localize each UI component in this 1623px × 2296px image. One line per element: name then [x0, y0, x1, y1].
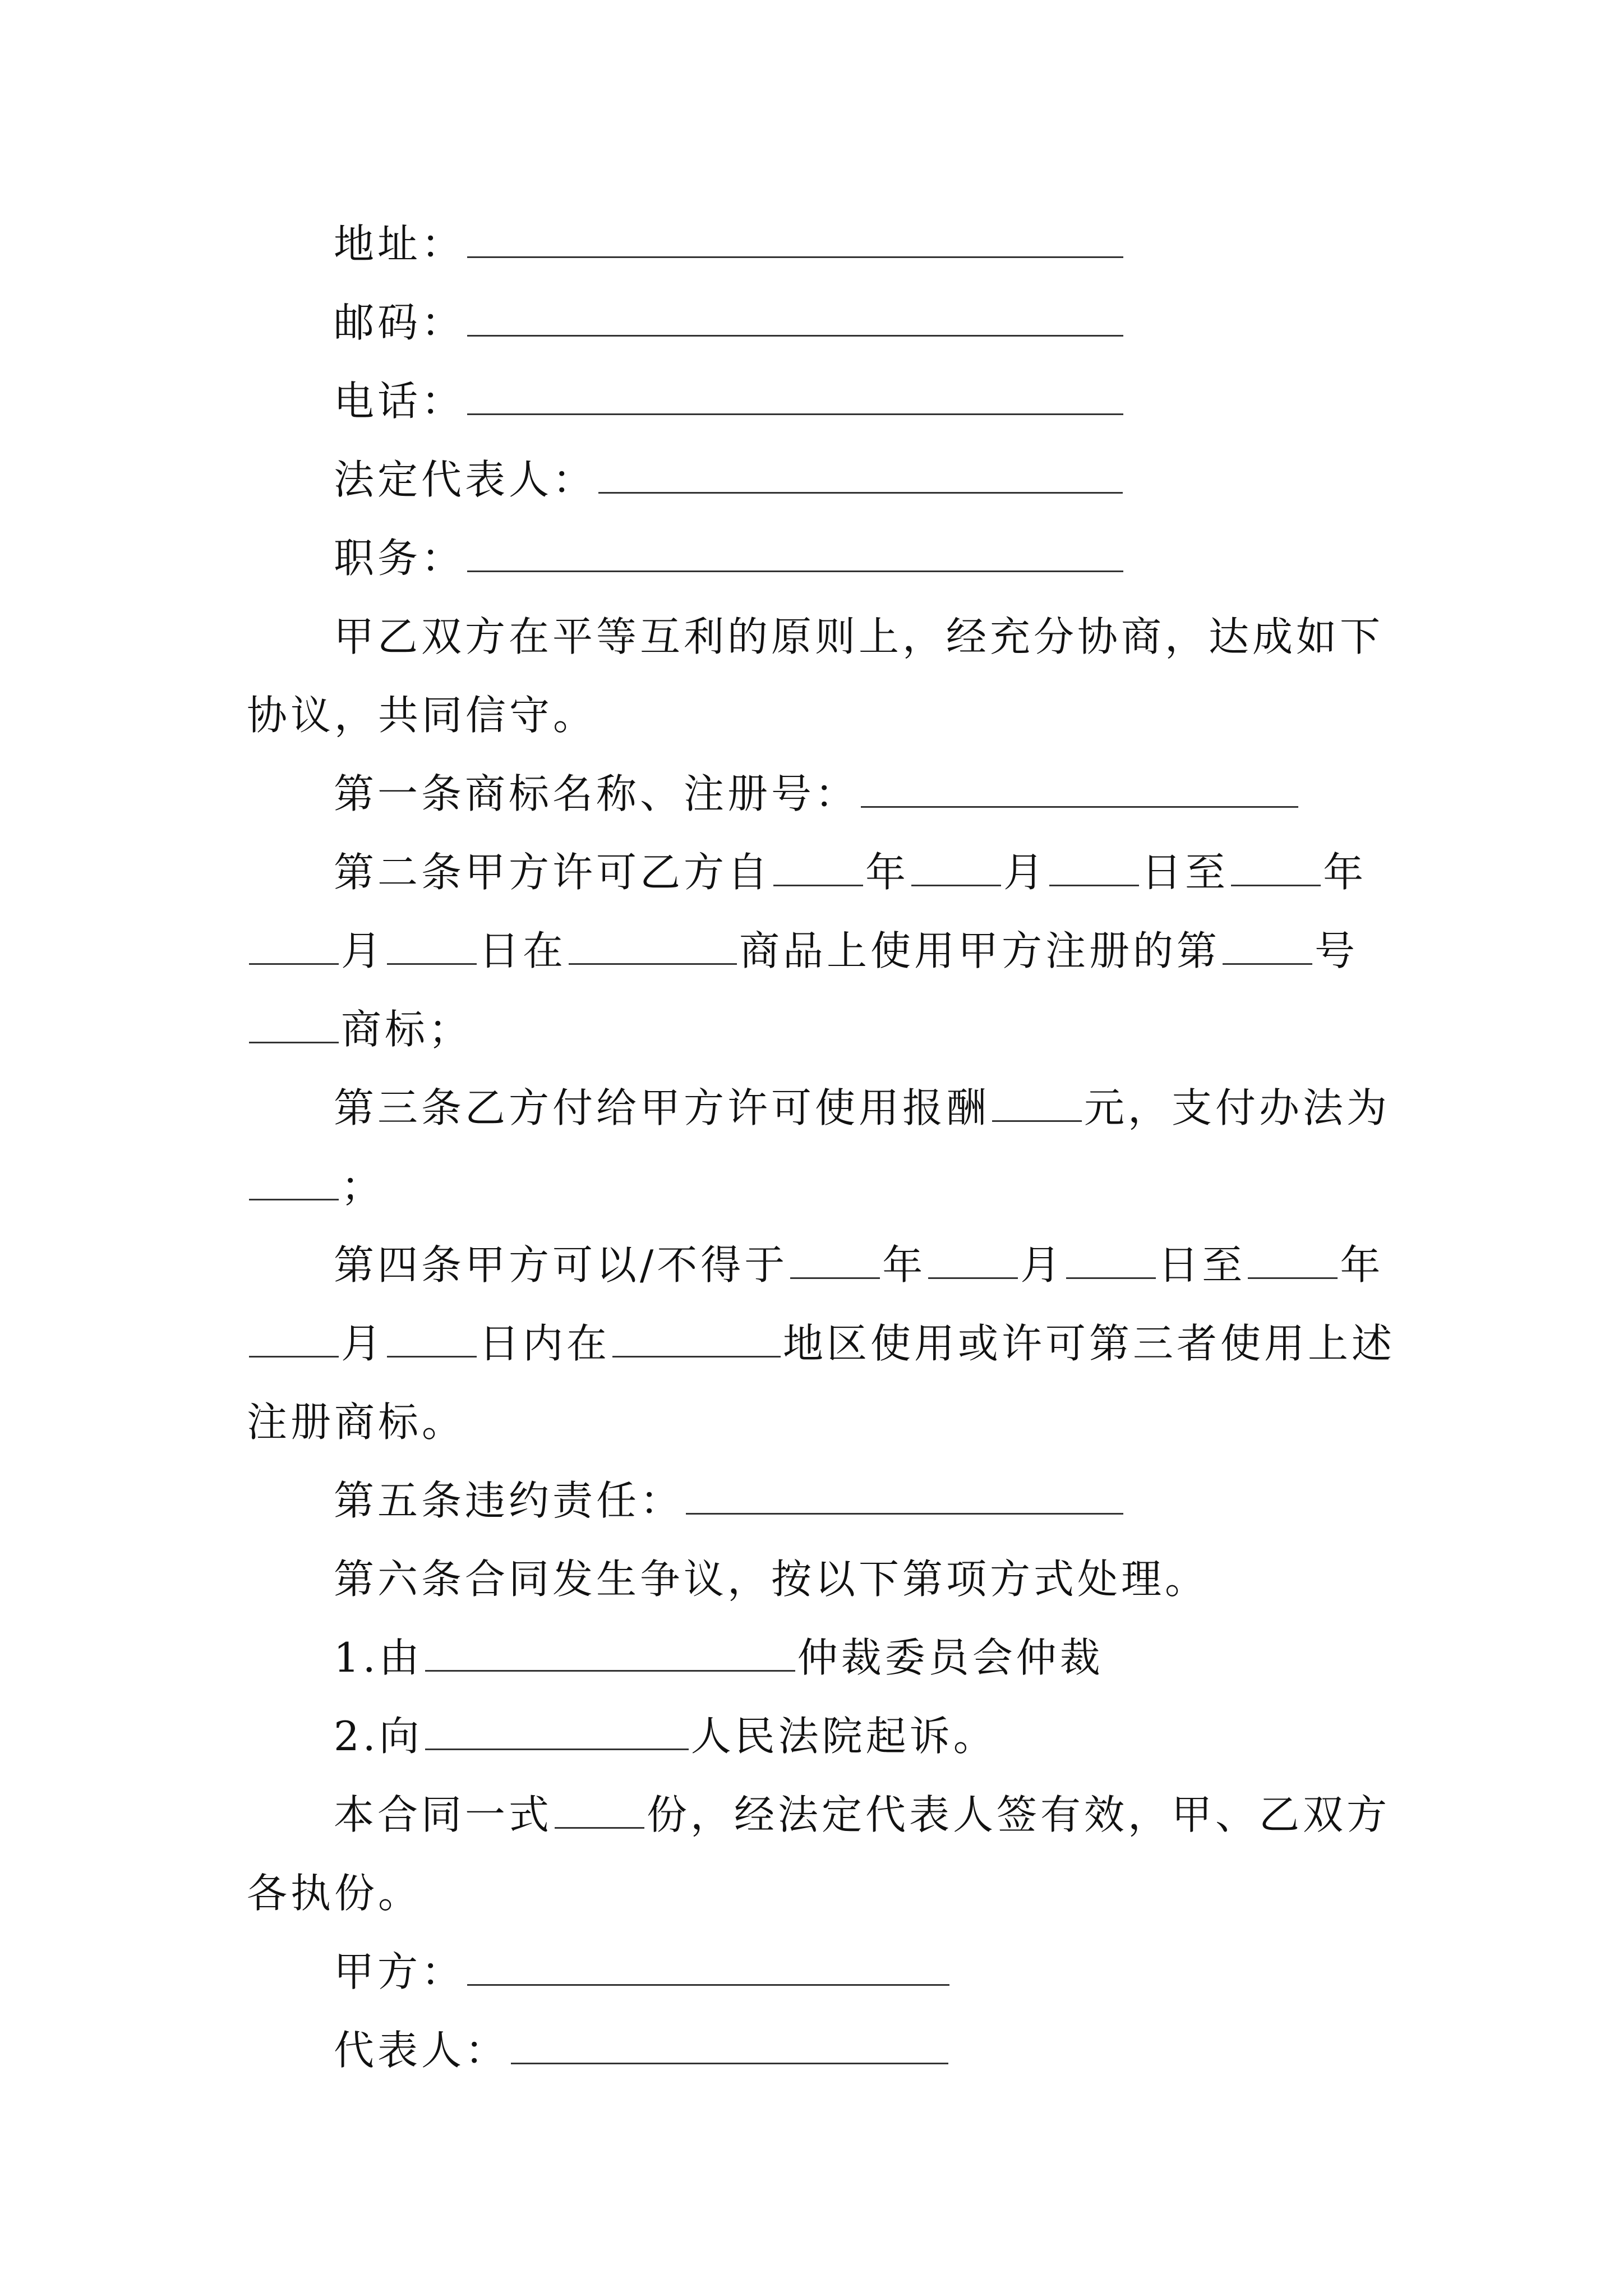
article-2-line-2 — [247, 920, 1358, 982]
party-a-blank[interactable] — [467, 1949, 949, 1986]
copies-text-a: 本合同一式 — [334, 1791, 553, 1838]
article-6-text: 第六条合同发生争议，按以下第项方式处理。 — [334, 1556, 1209, 1603]
day-to-label: 日至 — [1141, 849, 1229, 896]
legal-rep-label: 法定代表人： — [334, 456, 597, 503]
copies-count-blank[interactable] — [555, 1792, 644, 1829]
article-4-text-i: 注册商标。 — [247, 1398, 466, 1446]
start-day-blank[interactable] — [1049, 850, 1139, 886]
article-3-text-a: 第三条乙方付给甲方许可使用报酬 — [334, 1084, 990, 1131]
party-a-line — [334, 1941, 952, 2003]
option-1-text-a: 1.由 — [334, 1634, 423, 1681]
option-1-text-b: 仲裁委员会仲裁 — [797, 1634, 1104, 1681]
article-3-line-1 — [334, 1077, 1390, 1139]
preamble-line-2 — [247, 684, 597, 746]
preamble-text-2: 协议，共同信守。 — [247, 692, 597, 739]
article-5-line — [334, 1470, 1126, 1531]
article-3-line-2 — [247, 1156, 385, 1217]
article-2-text-h: 商品上使用甲方注册的第 — [739, 927, 1221, 974]
goods-blank[interactable] — [569, 928, 737, 965]
article-1-line — [334, 763, 1301, 825]
article-3-text-b: 元，支付办法为 — [1084, 1084, 1391, 1131]
phone-blank[interactable] — [467, 379, 1123, 415]
year-label: 年 — [1340, 1241, 1384, 1289]
end-month-blank[interactable] — [249, 928, 339, 965]
a4-end-day-blank[interactable] — [387, 1321, 477, 1358]
liability-blank[interactable] — [686, 1478, 1123, 1515]
article-4-text-a: 第四条甲方可以/不得于 — [334, 1241, 789, 1289]
court-blank[interactable] — [425, 1714, 689, 1750]
month-label: 月 — [341, 927, 385, 974]
article-5-text: 第五条违约责任： — [334, 1477, 684, 1524]
party-a-label: 甲方： — [334, 1948, 465, 1995]
article-3-text-c: ； — [341, 1163, 385, 1210]
end-day-blank[interactable] — [387, 928, 477, 965]
copies-line-1 — [334, 1784, 1390, 1846]
preamble-text-1: 甲乙双方在平等互利的原则上，经充分协商，达成如下 — [334, 613, 1384, 660]
trademark-blank[interactable] — [249, 1007, 339, 1043]
remuneration-blank[interactable] — [992, 1085, 1082, 1122]
payment-method-blank[interactable] — [249, 1164, 339, 1200]
legal-rep-blank[interactable] — [598, 457, 1123, 494]
option-2-text-b: 人民法院起诉。 — [690, 1713, 997, 1760]
registration-number-blank[interactable] — [1223, 928, 1312, 965]
address-line — [334, 213, 1126, 275]
address-label: 地址： — [334, 220, 465, 268]
a4-start-day-blank[interactable] — [1066, 1243, 1156, 1279]
article-2-line-1 — [334, 841, 1367, 903]
a4-start-month-blank[interactable] — [928, 1243, 1018, 1279]
postcode-line — [334, 292, 1126, 353]
arbitration-committee-blank[interactable] — [425, 1635, 795, 1672]
article-6-line — [334, 1548, 1209, 1610]
article-2-line-3 — [247, 999, 472, 1060]
year-label: 年 — [1323, 849, 1367, 896]
day-within-label: 日内在 — [479, 1320, 611, 1367]
position-blank[interactable] — [467, 536, 1123, 572]
month-label: 月 — [341, 1320, 385, 1367]
month-label: 月 — [1003, 849, 1048, 896]
article-1-text: 第一条商标名称、注册号： — [334, 770, 859, 817]
position-label: 职务： — [334, 535, 465, 582]
representative-label: 代表人： — [334, 2027, 509, 2074]
postcode-blank[interactable] — [467, 300, 1123, 337]
representative-line — [334, 2019, 951, 2081]
end-year-blank[interactable] — [1231, 850, 1321, 886]
year-label: 年 — [882, 1241, 926, 1289]
article-4-line-3 — [247, 1391, 465, 1453]
representative-blank[interactable] — [511, 2028, 948, 2064]
copies-line-2 — [247, 1862, 422, 1924]
option-1-line — [334, 1627, 1104, 1688]
copies-text-c: 各执份。 — [247, 1870, 422, 1917]
position-line — [334, 527, 1126, 589]
region-blank[interactable] — [612, 1321, 781, 1358]
a4-start-year-blank[interactable] — [790, 1243, 880, 1279]
article-2-text-j: 商标； — [341, 1006, 473, 1053]
copies-text-b: 份，经法定代表人签有效，甲、乙双方 — [647, 1791, 1391, 1838]
preamble-line-1 — [334, 606, 1384, 668]
phone-label: 电话： — [334, 378, 465, 425]
day-to-label: 日至 — [1158, 1241, 1246, 1289]
number-label: 号 — [1315, 927, 1359, 974]
article-2-text-a: 第二条甲方许可乙方自 — [334, 849, 772, 896]
option-2-text-a: 2.向 — [334, 1713, 423, 1760]
a4-end-year-blank[interactable] — [1248, 1243, 1338, 1279]
start-year-blank[interactable] — [773, 850, 863, 886]
address-blank[interactable] — [467, 222, 1123, 258]
phone-line — [334, 370, 1126, 432]
option-2-line — [334, 1705, 997, 1767]
trademark-name-blank[interactable] — [861, 771, 1298, 808]
month-label: 月 — [1020, 1241, 1064, 1289]
start-month-blank[interactable] — [911, 850, 1001, 886]
year-label: 年 — [865, 849, 910, 896]
day-at-label: 日在 — [479, 927, 567, 974]
a4-end-month-blank[interactable] — [249, 1321, 339, 1358]
postcode-label: 邮码： — [334, 299, 465, 346]
article-4-line-2 — [247, 1313, 1395, 1374]
legal-rep-line — [334, 449, 1125, 510]
article-4-text-h: 地区使用或许可第三者使用上述 — [783, 1320, 1396, 1367]
article-4-line-1 — [334, 1234, 1384, 1296]
